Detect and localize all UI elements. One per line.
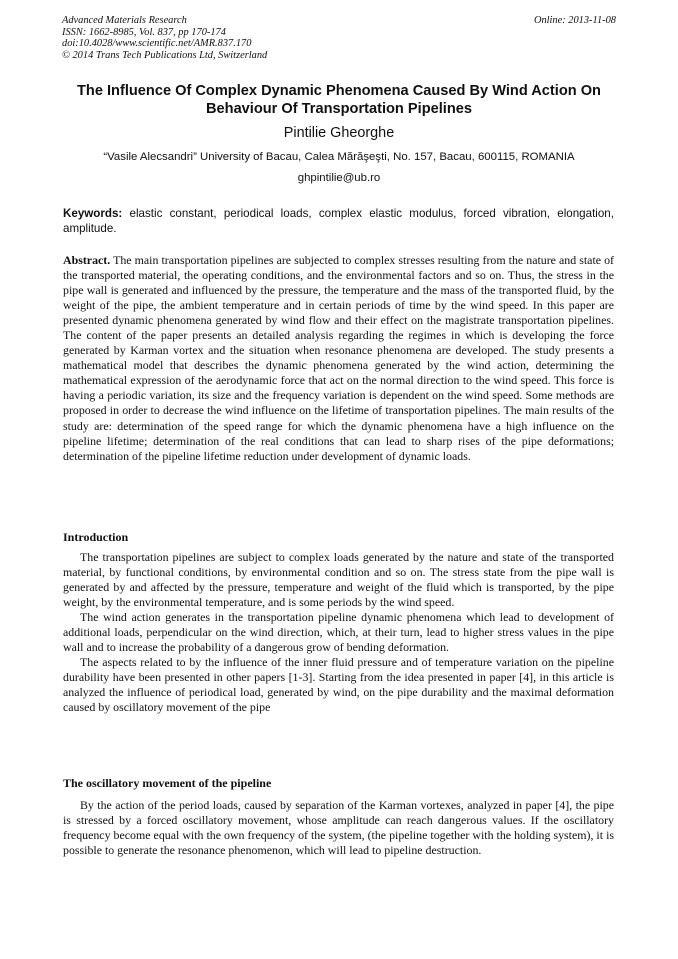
paragraph: The aspects related to by the influence of the inner fluid pressure and of temperature variation on the pipeline durability have been presented in other papers [1-3]. Starting from the idea presented in paper [4], in this article is analyzed the influence of periodical load, generated by wind, on the pipe durability and the maximal deformation caused by oscillatory movement of the pipe [63, 655, 614, 715]
doi-line: doi:10.4028/www.scientific.net/AMR.837.170 [62, 38, 252, 50]
section-heading-oscillatory: The oscillatory movement of the pipeline [63, 776, 272, 790]
journal-name: Advanced Materials Research [62, 15, 187, 26]
issn-line: ISSN: 1662-8985, Vol. 837, pp 170-174 [62, 26, 226, 38]
keywords-text: elastic constant, periodical loads, complex elastic modulus, forced vibration, elongation, amplitude. [63, 207, 614, 235]
copyright-line: © 2014 Trans Tech Publications Ltd, Switzerland [62, 49, 268, 61]
keywords-label: Keywords: [63, 207, 123, 220]
abstract-label: Abstract. [63, 253, 111, 267]
paragraph: The wind action generates in the transportation pipeline dynamic phenomena which lead to development of additional loads, perpendicular on the wind direction, which, at their turn, lead to higher stress values in the pipe wall and to increase the probability of a dangerous grow of bending deformation. [63, 610, 614, 655]
abstract-block [63, 253, 614, 464]
online-date: Online: 2013-11-08 [533, 15, 616, 26]
introduction-body [63, 550, 614, 716]
paper-title: The Influence Of Complex Dynamic Phenomena Caused By Wind Action On Behaviour Of Transportation Pipelines [77, 83, 601, 117]
oscillatory-body [63, 798, 614, 858]
journal-header [62, 15, 267, 61]
author-email: ghpintilie@ub.ro [297, 172, 381, 184]
section-heading-introduction: Introduction [63, 530, 129, 544]
keywords-block [63, 206, 614, 236]
abstract-text: The main transportation pipelines are subjected to complex stresses resulting from the nature and state of the transported material, the operating conditions, and the environmental factors and so on. Thus, the stress in the pipe wall is generated and influenced by the pressure, the temperature and the mass of the transported fluid, by the weight of the pipe, the ambient temperature and in certain periods of time by the wind speed. In this paper are presented dynamic phenomena generated by wind flow and their effect on the magistrate transportation pipelines. The content of the paper presents an detailed analysis regarding the regimes in which is developing the force generated by Karman vortex and the situation when resonance phenomena are developed. The study presents a mathematical model that describes the dynamic phenomena generated by the wind action, determining the mathematical expression of the aerodynamic force that act on the normal direction to the wind speed. This force is having a periodic variation, its size and the frequency variation is dependent on the wind speed. Some methods are proposed in order to decrease the wind influence on the lifetime of transportation pipelines. The main results of the study are: determination of the speed range for which the dynamic phenomena have a high influence on the pipeline lifetime; determination of the real conditions that can lead to sharp rises of the pipe deformations; determination of the pipeline lifetime reduction under development of dynamic loads. [63, 253, 614, 463]
paragraph: The transportation pipelines are subject to complex loads generated by the nature and state of the transported material, by functional conditions, by environmental condition and so on. The stress state from the pipe wall is generated by and affected by the pressure, temperature and weight of the fluid which is transported, by the pipe weight, by the environmental temperature, and is some periods by the wind speed. [63, 550, 614, 610]
author-name: Pintilie Gheorghe [283, 125, 395, 141]
paragraph: By the action of the period loads, caused by separation of the Karman vortexes, analyzed in paper [4], the pipe is stressed by a forced oscillatory movement, whose amplitude can reach dangerous values. If the oscillatory frequency become equal with the own frequency of the system, (the pipeline together with the holding system), it is possible to generate the resonance phenomenon, which will lead to pipeline destruction. [63, 798, 614, 858]
author-affiliation: “Vasile Alecsandri” University of Bacau, Calea Mărăşeşti, No. 157, Bacau, 600115, ROMANIA [103, 151, 575, 163]
